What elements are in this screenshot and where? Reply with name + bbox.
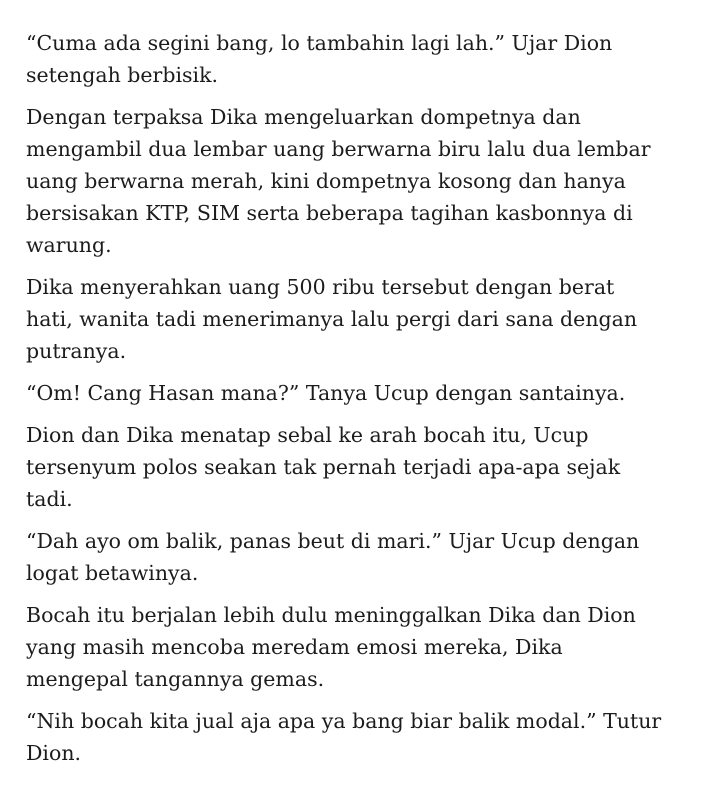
- document-body: [26, 27, 706, 779]
- text-line: Dika menyerahkan uang 500 ribu tersebut dengan berat: [26, 275, 615, 299]
- text-line: tersenyum polos seakan tak pernah terjadi apa-apa sejak: [26, 455, 621, 479]
- paragraph-8: [26, 705, 706, 769]
- text-line: setengah berbisik.: [26, 63, 219, 87]
- text-line: “Cuma ada segini bang, lo tambahin lagi lah.” Ujar Dion: [26, 31, 613, 55]
- text-line: putranya.: [26, 339, 127, 363]
- text-line: warung.: [26, 233, 112, 257]
- text-line: mengambil dua lembar uang berwarna biru lalu dua lembar: [26, 137, 651, 161]
- text-line: hati, wanita tadi menerimanya lalu pergi dari sana dengan: [26, 307, 638, 331]
- text-line: tadi.: [26, 487, 73, 511]
- text-line: Bocah itu berjalan lebih dulu meninggalkan Dika dan Dion: [26, 603, 636, 627]
- paragraph-4: [26, 377, 706, 409]
- text-line: uang berwarna merah, kini dompetnya kosong dan hanya: [26, 169, 626, 193]
- paragraph-7: [26, 599, 706, 695]
- text-line: mengepal tangannya gemas.: [26, 667, 325, 691]
- text-line: logat betawinya.: [26, 561, 199, 585]
- paragraph-3: [26, 271, 706, 367]
- paragraph-2: [26, 101, 706, 261]
- text-line: Dengan terpaksa Dika mengeluarkan dompetnya dan: [26, 105, 581, 129]
- paragraph-5: [26, 419, 706, 515]
- text-line: Dion dan Dika menatap sebal ke arah bocah itu, Ucup: [26, 423, 589, 447]
- text-line: “Nih bocah kita jual aja apa ya bang biar balik modal.” Tutur: [26, 709, 662, 733]
- text-line: “Dah ayo om balik, panas beut di mari.” Ujar Ucup dengan: [26, 529, 640, 553]
- text-line: Dion.: [26, 741, 82, 765]
- paragraph-1: [26, 27, 706, 91]
- text-line: yang masih mencoba meredam emosi mereka, Dika: [26, 635, 563, 659]
- paragraph-6: [26, 525, 706, 589]
- text-line: bersisakan KTP, SIM serta beberapa tagihan kasbonnya di: [26, 201, 633, 225]
- text-line: “Om! Cang Hasan mana?” Tanya Ucup dengan santainya.: [26, 381, 626, 405]
